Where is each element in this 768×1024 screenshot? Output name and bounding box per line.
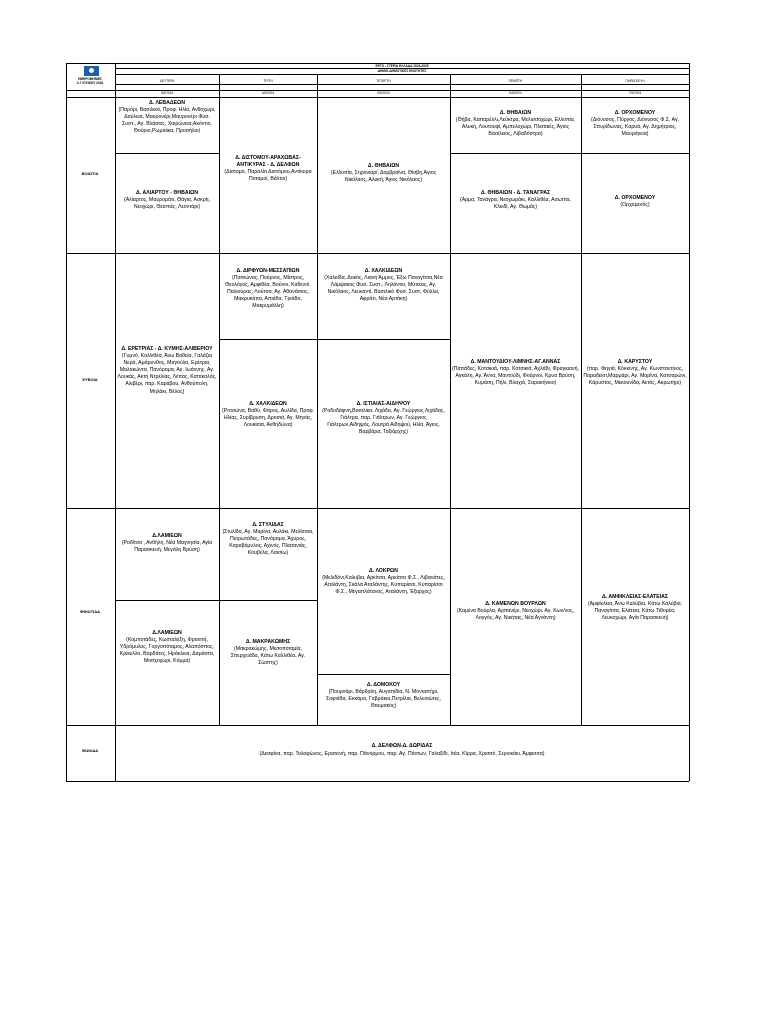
block-title: Δ. ΘΗΒΑΙΩΝ <box>499 110 532 116</box>
grid-line <box>115 63 116 781</box>
schedule-block <box>452 190 579 211</box>
grid-line <box>115 84 689 85</box>
grid-line <box>317 74 318 725</box>
block-title: Δ. ΧΑΛΚΙΔΕΩΝ <box>249 401 287 407</box>
block-text: (Μακρακώμης, Μεσοποταμία, Σπερχειάδα, Κάτω Καλλιθέα, Αγ. Σώστης) <box>230 646 306 667</box>
block-text: (Ελλοπία, Σηρονιαρί, Δομβραίνα, Θίσβη,Άγιος Νικόλαος, Αλυκή, Άγιος Νικόλαος) <box>330 170 437 184</box>
grid-line <box>66 90 689 91</box>
block-text: (Μελιδόνι,Καλυβια, Αρκίτσα, Αρκίτσα Φ.Σ., Λιβανάτες, Αταλάντη, Σκάλα Αταλάντης, Κυπαρίσσι, Κυπαρίσσι Φ.Σ., Μεγαπλάτανος, Αταλάντη, Έξαρχος) <box>322 575 445 596</box>
block-title: Δ. ΜΑΝΤΟΥΔΙΟΥ-ΛΙΜΝΗΣ-ΑΓ.ΑΝΝΑΣ <box>470 359 561 365</box>
date-tue: 4/6/2024 <box>261 91 275 95</box>
region-label-boiotia: ΒΟΙΩΤΙΑ <box>81 171 99 176</box>
block-title: Δ. ΔΟΜΟΚΟΥ <box>366 682 401 688</box>
document-title: ΕΡΓΟ - ΣΤΕΡΙΑ ΕΛΛΑΔΑ 2024-2025 <box>375 64 429 68</box>
schedule-block <box>117 533 217 554</box>
block-title: Δ. ΟΡΧΟΜΕΝΟΥ <box>614 110 656 116</box>
day-header-tue: ΤΡΙΤΗ <box>263 79 273 83</box>
schedule-block <box>319 401 448 436</box>
grid-line <box>66 63 689 64</box>
grid-line <box>219 74 220 725</box>
block-title: Δ.ΛΑΜΙΕΩΝ <box>152 630 182 636</box>
grid-line <box>115 68 689 69</box>
date-wed: 5/6/2024 <box>377 91 390 95</box>
schedule-block <box>452 601 579 622</box>
grid-line <box>317 674 450 675</box>
block-title: Δ. ΔΙΡΦΥΩΝ-ΜΕΣΣΑΠΙΩΝ <box>236 268 300 274</box>
grid-line <box>66 253 689 254</box>
schedule-block <box>221 155 315 183</box>
schedule-block <box>452 359 579 387</box>
grid-line <box>66 97 689 98</box>
block-text: (Ροτσώνα, Βαθύ, Φάρος, Αυλίδα, Προφ. Ηλίας, Συρίβρυση, Δροσιά, Αγ. Μηνάς, Λουκίσια, Ανθηδώνα) <box>221 408 315 429</box>
block-title: Δ. ΚΑΜΕΝΩΝ ΒΟΥΡΛΩΝ <box>485 601 546 607</box>
schedule-block <box>583 110 687 138</box>
block-text: (Πουρνάρι, Βάρδαλη, Αυγαπίδια, Ν. Μοναστήρι, Σοφιάδα, Εκκάρα, Γαβράκια,Πετρίλια, Βελεσιώτες, Θαυμακός) <box>326 689 441 710</box>
grid-line <box>115 74 689 75</box>
block-text: (Στυλίδα, Αγ. Μαρίνα, Αυλάκι, Μελίσσια, Πετρωτάδες, Πανόραμα, Άχυρος, Καραβόμυλος, Αχινός, Πλατανιάς, Κουβέλα, Λαισίω) <box>222 529 314 557</box>
block-title: Δ. ΟΡΧΟΜΕΝΟΥ <box>614 195 656 201</box>
document-subtitle: ΔΗΜΟΙ-ΔΗΜΟΤΙΚΕΣ ΕΝΟΤΗΤΕΣ <box>377 69 427 73</box>
schedule-block <box>221 401 315 429</box>
block-text: (Ορχομενός) <box>620 202 650 209</box>
schedule-block <box>117 100 217 135</box>
schedule-block <box>583 195 687 209</box>
schedule-block <box>319 568 448 596</box>
grid-line <box>66 508 689 509</box>
block-title: Δ. ΛΕΒΑΔΕΩΝ <box>149 100 185 106</box>
date-thu: 6/6/2024 <box>509 91 522 95</box>
schedule-block <box>319 163 448 184</box>
day-header-mon: ΔΕΥΤΕΡΑ <box>159 79 175 83</box>
week-label-block <box>66 77 114 85</box>
block-text: (Ροδοδάφνη,Βασιλίκα, Λιχάδα, Αγ. Γεώργιος Λιχάδας, Γιάλτρα, παρ. Γιάλτρων, Αγ. Γεώργιος Γιάλτρων,Αιδηψός, Λουτρά Αιδηψού, Ηλία, Άγιος, Βαρβάρα, Ταξιάρχης) <box>322 408 445 436</box>
block-title: Δ. ΧΑΛΚΙΔΕΩΝ <box>364 268 403 274</box>
block-title: Δ. ΔΕΛΦΩΝ-Δ. ΔΩΡΙΔΑΣ <box>371 743 433 749</box>
block-text: (Κομποτάδες, Κωσταλέξη, Φρανιτή, Υδρόμυλος, Γοργοπόταμος, Αλαπόσπος, Κρίκελλο, Βαρδάτες, Ηράκλεια, Δαμάστα, Μοσχοχώρι, Κόμμα) <box>119 637 215 665</box>
block-text: (Γυμνό, Καλλιθέα, Άνω Βαθεία, Γαλάζια Νερά, Αμάρυνθος, Μαγούλα, Ερέτρια, Μαλακώντα, Πανόραμα, Αγ. Ιωάννης, Αγ. Λουκάς, Ακτή Ντρέλιας, Λέπας, Κατακαλός, Αλιβέρι, παρ. Καράβου, Ανθούπολη, Μηλάκι, Βέλος) <box>117 353 217 395</box>
block-title: Δ. ΚΑΡΥΣΤΟΥ <box>617 359 653 365</box>
region-label-fokida: ΦΩΚΙΔΑ <box>81 748 99 753</box>
grid-line <box>66 725 689 726</box>
region-label-evia: ΕΥΒΟΙΑ <box>82 377 98 382</box>
schedule-block <box>221 522 315 557</box>
block-text: (Αμφίκλεια, Άνω Καλύβια, Κάτω Καλύβια, Παναγίτσα, Ελάτεια, Κάτω Τιθορέα, Λευκοχώρι, Αγία Παρασκευή) <box>587 601 683 622</box>
week-range: 3-7 ΙΟΥΝΙΟΥ 2024 <box>76 81 104 85</box>
grid-line <box>581 74 582 725</box>
block-title: Δ. ΕΡΕΤΡΙΑΣ - Δ. ΚΥΜΗΣ-ΑΛΙΒΕΡΙΟΥ <box>121 346 213 352</box>
block-text: (Διόνυσος, Πύργος, Διόνυσος Φ.Σ, Αγ. Σπυρίδωνας, Καρυά, Αγ. Δημήτριος, Μαυράγεια) <box>591 117 679 138</box>
block-text: (Θήβα, Καπαρέλλι,Λεύκτρα, Μελισσοχώρι, Ελλοπία, Αλυκή, Λουτουφί, Αμπελοχώρι, Πλαταιές, Άγιος Βασίλειος, Λιβαδόστρα) <box>455 117 576 138</box>
date-mon: 3/6/2024 <box>160 91 174 95</box>
day-header-wed: ΤΕΤΑΡΤΗ <box>376 79 391 83</box>
block-title: Δ. ΘΗΒΑΙΩΝ - Δ. ΤΑΝΑΓΡΑΣ <box>480 190 551 196</box>
grid-line <box>115 600 317 601</box>
grid-line <box>115 153 219 154</box>
block-text: (Ροδίτσα , Ανθήλη, Νέα Μαγνησία, Αγία Παρασκευή, Μεγάλη Βρύση) <box>121 540 213 554</box>
block-text: (Καμένα Βούρλα, Αρπανέρι, Νεοχώρι, Αγ. Κων/νος, Λογγός, Αγ. Νικήτας, Νέα Αγνάντη) <box>456 608 575 622</box>
block-title: Δ.ΛΑΜΙΕΩΝ <box>152 533 182 539</box>
week-label: ΗΜΕΡΟΜΗΝΙΕΣ <box>78 77 102 81</box>
logo-icon <box>84 66 99 76</box>
schedule-block <box>583 359 687 387</box>
schedule-block <box>117 190 217 211</box>
date-fri: 7/6/2024 <box>628 91 642 95</box>
grid-line <box>689 63 690 781</box>
block-title: Δ. ΜΑΚΡΑΚΩΜΗΣ <box>245 639 291 645</box>
block-title: Δ. ΔΙΣΤΟΜΟΥ-ΑΡΑΧΩΒΑΣ-ΑΝΤΙΚΥΡΑΣ - Δ. ΔΕΛΦΩΝ <box>235 155 301 169</box>
schedule-block <box>583 594 687 622</box>
grid-line <box>219 339 450 340</box>
schedule-block <box>319 268 448 303</box>
block-text: (Παπάδες, Κοτσικιά, παρ. Κοτσικιά, Αχλάδι, Φραγκιανή, Αγκάλη, Αγ. Άννα, Μαντούδι, Φούρνοι, Κρυα Βρύση, Κυμάση, Πήλι, Βλαχιά, Σαρακήνικο) <box>452 366 579 387</box>
block-title: Δ. ΛΟΚΡΩΝ <box>369 568 398 574</box>
schedule-block <box>221 268 315 311</box>
block-title: Δ. ΑΛΙΑΡΤΟΥ - ΘΗΒΑΙΩΝ <box>136 190 198 196</box>
day-header-fri: ΠΑΡΑΣΚΕΥΗ <box>625 79 645 83</box>
schedule-block <box>452 110 579 138</box>
block-text: (Αλίαρτος, Μαυρομάτι, Θάγια, Ασκρη, Νεοχώρι, Θεσπιές, Λεοντάρι) <box>123 197 211 211</box>
grid-line <box>450 153 689 154</box>
block-title: Δ. ΘΗΒΑΙΩΝ <box>367 163 400 169</box>
schedule-block <box>117 630 217 665</box>
schedule-block <box>319 682 448 710</box>
block-title: Δ. ΑΜΦΙΚΛΕΙΑΣ-ΕΛΑΤΕΙΑΣ <box>601 594 669 600</box>
block-text: (Δίστομο, Παραλία Διστόμου,Αντίκυρα Ποταμοί, Βάλτοι) <box>224 169 312 183</box>
block-title: Δ. ΣΤΥΛΙΔΑΣ <box>252 522 284 528</box>
block-text: (Πισσώνας, Πούρνος, Μίστρος, Θεολόγος, Αμφιθέα, Βούνοι, Καθενοί, Παλιούρας, Λούτσα, Αγ. Αθανάσιος, Μακρυκάπα, Απιάδα, Τριάδα, Μακρυμάλλη) <box>225 275 311 310</box>
schedule-block <box>221 639 315 667</box>
day-header-thu: ΠΕΜΠΤΗ <box>508 79 523 83</box>
block-text: (Παρόρι, Βασιλικά, Προφ. Ηλία, Ανθοχώρι, Δαύλεια, Μαυρονέρι,Μαυρονέρι Φυσ. Συστ., Αγ. Βλάσιος, Χαιρώνεια,Ακόντιο, Θούριο,Ρωμαίικα, Προσήλιο) <box>118 107 216 135</box>
schedule-block-full-week <box>115 743 689 758</box>
grid-line <box>450 74 451 725</box>
block-text: (Δεσφίνα, παρ. Τολοφώνος, Ερατεινή, παρ. Πάνορμου, παρ. Αγ. Πάντων, Γαλαξίδι, Ιτέα, Κίρρα, Χρισσό, Σερνικάκι, Άμφισσα) <box>259 750 545 757</box>
schedule-block <box>117 346 217 396</box>
grid-line <box>66 781 689 782</box>
block-text: (Χαλκίδα, Δοκός, Λιανή Άμμος, Έξω Παναγίτσα,Νέα Λάμψακος Φυσ. Συστ., Ληλάντιο, Μύτικας, Αγ. Νικόλαος, Λευκαντί, Βασιλικό Φυσ. Συστ, Φύλλα, Αφράτι, Νέα Αρτάκη) <box>324 275 443 303</box>
region-label-fthiotida: ΦΘΙΩΤΙΔΑ <box>79 609 101 614</box>
block-text: (Αρμα, Τανάγρα, Νεοχωράκι, Καλλιθέα, Ασωπία, Κλειδί, Αγ. Θωμάς) <box>460 197 571 211</box>
block-title: Δ. ΙΣΤΙΑΙΑΣ-ΑΙΔΗΨΟΥ <box>356 401 411 407</box>
block-text: (παρ. Φηγιά, Κόκκινης, Αγ. Κωνσταντίνος, Παραδείσι,Μαρμάρι, Αγ. Μαρίνα, Κατσαρώνι, Κάρυστος, Μεκουνίδα, Αετός, Ακρωτήρι) <box>583 366 687 387</box>
